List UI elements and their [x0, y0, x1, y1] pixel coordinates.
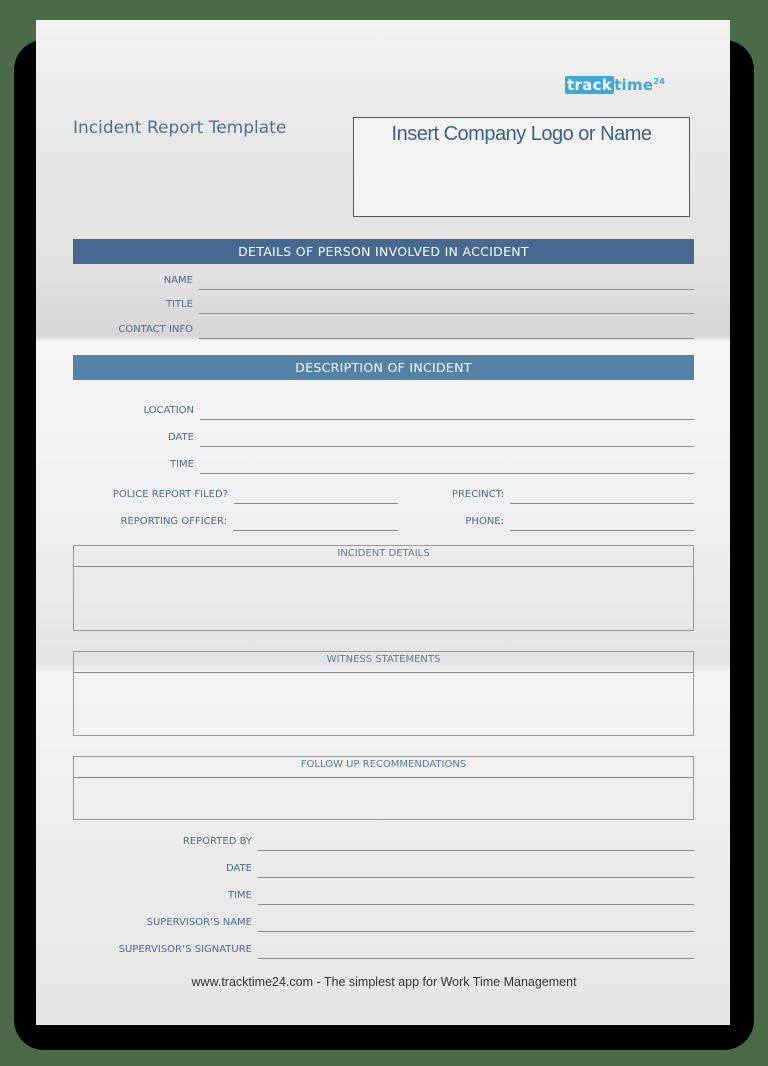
police-report-field[interactable]	[112, 488, 398, 504]
name-field[interactable]	[163, 274, 694, 290]
phone-label: PHONE:	[465, 516, 504, 527]
precinct-label: PRECINCT:	[451, 489, 504, 500]
supervisor-name-label: SUPERVISOR’S NAME	[146, 917, 252, 928]
name-line	[199, 289, 694, 290]
signoff-date-label: DATE	[225, 863, 252, 874]
location-line	[200, 419, 694, 420]
title-label: TITLE	[165, 299, 193, 310]
logo-time: time	[614, 76, 654, 94]
location-label: LOCATION	[143, 405, 194, 416]
reporting-officer-line	[233, 530, 398, 531]
reporting-officer-field[interactable]	[120, 515, 398, 531]
date-label: DATE	[167, 432, 194, 443]
logo-track: track	[567, 76, 613, 94]
reported-by-field[interactable]	[182, 835, 694, 851]
time-line	[200, 473, 694, 474]
name-label: NAME	[163, 275, 193, 286]
section-header-person: DETAILS OF PERSON INVOLVED IN ACCIDENT	[73, 239, 694, 264]
title-field[interactable]	[165, 298, 694, 314]
title-line	[199, 313, 694, 314]
logo-placeholder: Insert Company Logo or Name	[391, 123, 652, 145]
supervisor-name-field[interactable]	[146, 916, 694, 932]
contact-info-label: CONTACT INFO	[118, 324, 193, 335]
witness-statements-header: WITNESS STATEMENTS	[74, 652, 693, 673]
signoff-date-field[interactable]	[225, 862, 694, 878]
contact-info-line	[199, 338, 694, 339]
witness-statements-box[interactable]	[73, 651, 694, 736]
supervisor-signature-field[interactable]	[118, 943, 694, 959]
footer-text: www.tracktime24.com - The simplest app for Work Time Management	[191, 975, 577, 989]
phone-line	[510, 530, 694, 531]
phone-field[interactable]	[465, 515, 694, 531]
company-logo-box[interactable]	[353, 117, 690, 217]
supervisor-name-line	[258, 931, 694, 932]
signoff-date-line	[258, 877, 694, 878]
incident-details-box[interactable]	[73, 545, 694, 631]
precinct-line	[510, 503, 694, 504]
reported-by-line	[258, 850, 694, 851]
contact-info-field[interactable]	[118, 323, 694, 339]
incident-details-header: INCIDENT DETAILS	[74, 546, 693, 567]
reported-by-label: REPORTED BY	[182, 836, 252, 847]
supervisor-signature-label: SUPERVISOR’S SIGNATURE	[118, 944, 252, 955]
follow-up-box[interactable]	[73, 756, 694, 820]
police-report-label: POLICE REPORT FILED?	[112, 489, 228, 500]
date-line	[200, 446, 694, 447]
time-field[interactable]	[169, 458, 694, 474]
tracktime-logo	[565, 76, 665, 94]
page-title: Incident Report Template	[73, 118, 287, 138]
reporting-officer-label: REPORTING OFFICER:	[120, 516, 227, 527]
logo-sup: 24	[653, 77, 666, 86]
date-field[interactable]	[167, 431, 694, 447]
time-label: TIME	[169, 459, 194, 470]
signoff-time-line	[258, 904, 694, 905]
section-header-description: DESCRIPTION OF INCIDENT	[73, 355, 694, 380]
location-field[interactable]	[143, 404, 694, 420]
supervisor-signature-line	[258, 958, 694, 959]
precinct-field[interactable]	[451, 488, 694, 504]
signoff-time-label: TIME	[227, 890, 252, 901]
follow-up-header: FOLLOW UP RECOMMENDATIONS	[74, 757, 693, 778]
police-report-line	[234, 503, 398, 504]
signoff-time-field[interactable]	[227, 889, 694, 905]
